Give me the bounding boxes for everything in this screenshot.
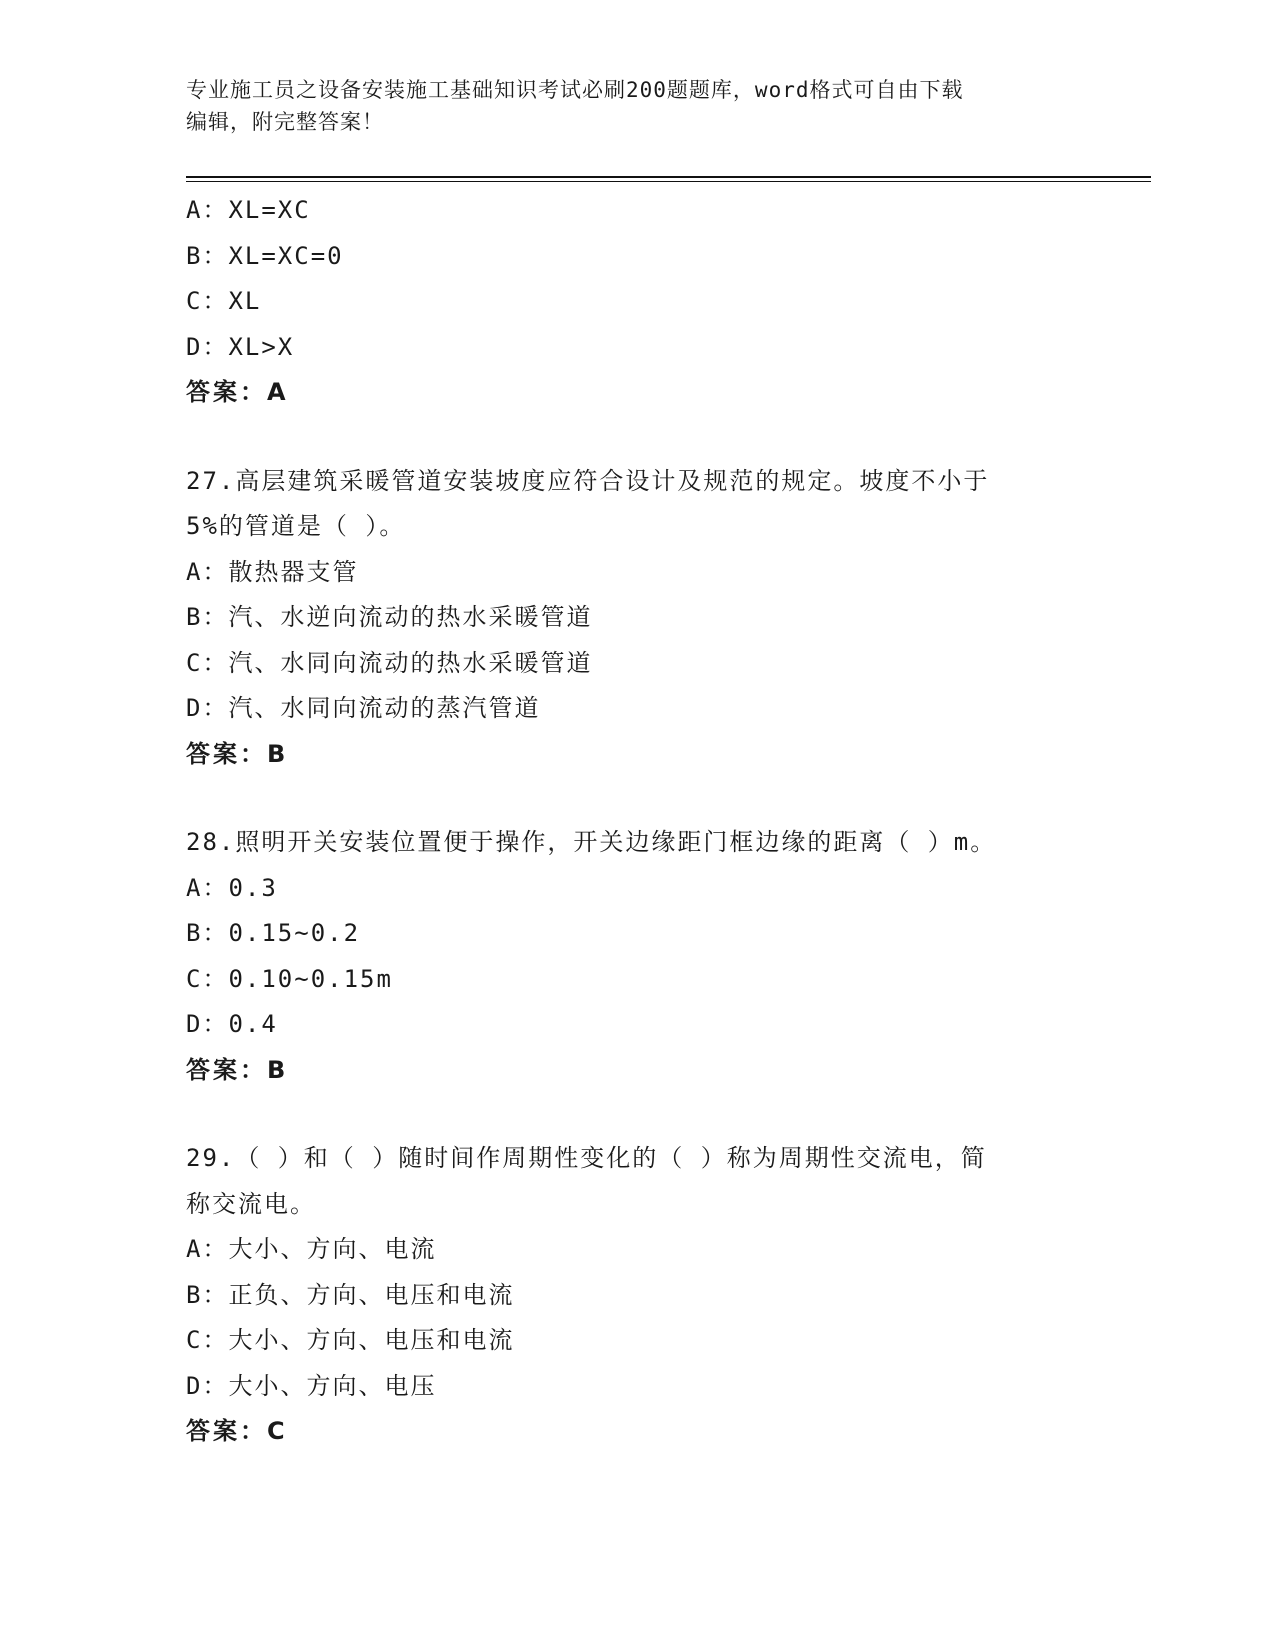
question-text-line-1: 29.（ ）和（ ）随时间作周期性变化的（ ）称为周期性交流电，简 — [186, 1144, 987, 1172]
option-c: C：XL — [186, 287, 262, 315]
question-text-line-2: 5%的管道是（ ）。 — [186, 512, 406, 540]
header-divider-thick — [186, 176, 1151, 178]
answer-label: 答案：C — [186, 1417, 288, 1445]
answer-label: 答案：B — [186, 739, 289, 768]
question-block-29 — [186, 1136, 1086, 1455]
header-title-line-1: 专业施工员之设备安装施工基础知识考试必刷200题题库，word格式可自由下载 — [186, 78, 964, 102]
header-divider-thin — [186, 181, 1151, 182]
header-title-line-2: 编辑，附完整答案！ — [186, 110, 384, 134]
option-d: D：大小、方向、电压 — [186, 1371, 437, 1400]
option-d: D：XL>X — [186, 332, 295, 361]
option-c: C：0.10~0.15m — [186, 964, 393, 993]
option-b: B：汽、水逆向流动的热水采暖管道 — [186, 603, 593, 631]
option-b: B：0.15~0.2 — [186, 919, 361, 947]
option-d: D：0.4 — [186, 1010, 278, 1038]
question-block-26 — [186, 188, 1086, 416]
option-c: C：大小、方向、电压和电流 — [186, 1326, 515, 1354]
question-text-line-1: 28.照明开关安装位置便于操作，开关边缘距门框边缘的距离（ ）m。 — [186, 828, 997, 856]
option-b: B：正负、方向、电压和电流 — [186, 1280, 515, 1309]
option-c: C：汽、水同向流动的热水采暖管道 — [186, 648, 593, 677]
answer-label: 答案：A — [186, 378, 289, 406]
option-a: A：散热器支管 — [186, 557, 359, 586]
option-a: A：XL=XC — [186, 196, 311, 224]
answer-label: 答案：B — [186, 1055, 289, 1084]
question-block-27 — [186, 459, 1086, 778]
question-text-line-1: 27.高层建筑采暖管道安装坡度应符合设计及规范的规定。坡度不小于 — [186, 466, 990, 495]
document-header — [186, 74, 1076, 138]
question-block-28 — [186, 820, 1086, 1093]
option-a: A：0.3 — [186, 873, 278, 902]
question-text-line-2: 称交流电。 — [186, 1189, 316, 1218]
option-b: B：XL=XC=0 — [186, 241, 344, 270]
question-list — [186, 188, 1086, 1455]
option-a: A：大小、方向、电流 — [186, 1235, 437, 1263]
option-d: D：汽、水同向流动的蒸汽管道 — [186, 694, 541, 722]
